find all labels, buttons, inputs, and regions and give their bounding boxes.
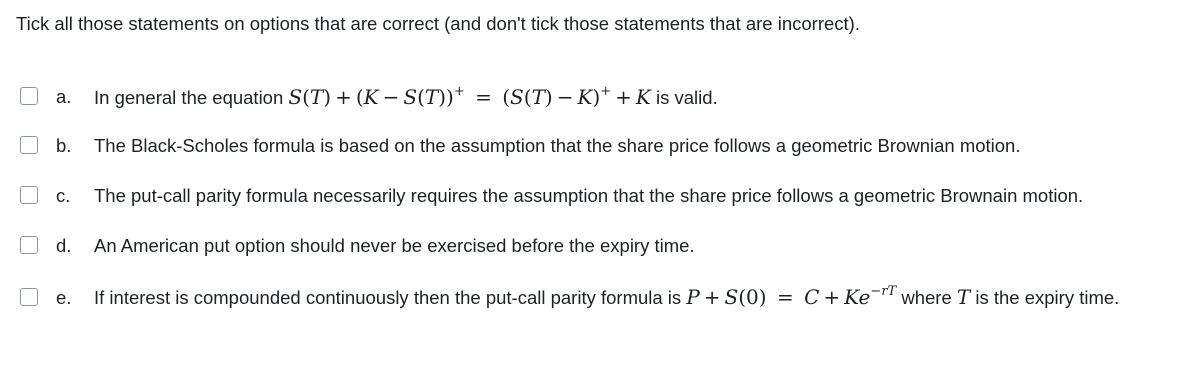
option-c-text: The put-call parity formula necessarily requires the assumption that the share price follows a geometric Brownain motion. xyxy=(94,185,1084,206)
option-e-text-before: If interest is compounded continuously then the put-call parity formula is xyxy=(94,287,687,308)
option-b-letter: b. xyxy=(56,135,72,156)
option-a-text-after: is valid. xyxy=(650,87,718,108)
option-a-checkbox[interactable] xyxy=(20,87,38,105)
option-e-letter: e. xyxy=(56,287,72,308)
option-c-checkbox[interactable] xyxy=(20,186,38,204)
question-prompt: Tick all those statements on options that are correct (and don't tick those statements that are incorrect). xyxy=(16,13,860,34)
option-b-checkbox[interactable] xyxy=(20,136,38,154)
option-a-equation: S(T) + (K − S(T))+ = (S(T) − K)+ + K xyxy=(288,84,651,109)
option-e-text-after: is the expiry time. xyxy=(970,287,1120,308)
option-c[interactable] xyxy=(0,179,1200,215)
option-d[interactable] xyxy=(0,229,1200,265)
option-c-letter: c. xyxy=(56,185,71,206)
option-d-letter: d. xyxy=(56,235,72,256)
option-e-expiry-symbol: T xyxy=(956,285,971,309)
option-e-text xyxy=(94,280,1189,315)
option-a[interactable] xyxy=(0,80,1200,116)
option-e-checkbox[interactable] xyxy=(20,288,38,306)
option-e[interactable] xyxy=(0,281,1200,351)
option-e-text-mid: where xyxy=(896,287,957,308)
option-b[interactable] xyxy=(0,129,1200,165)
option-a-letter: a. xyxy=(56,86,72,107)
option-d-checkbox[interactable] xyxy=(20,236,38,254)
option-e-equation: $P + S(0) = C + Ke^{-rT}$ xyxy=(686,284,897,309)
option-a-text-before: In general the equation xyxy=(94,87,289,108)
option-a-text xyxy=(94,84,718,111)
option-d-text: An American put option should never be exercised before the expiry time. xyxy=(94,235,695,256)
option-b-text: The Black-Scholes formula is based on the assumption that the share price follows a geometric Brownian motion. xyxy=(94,135,1021,156)
